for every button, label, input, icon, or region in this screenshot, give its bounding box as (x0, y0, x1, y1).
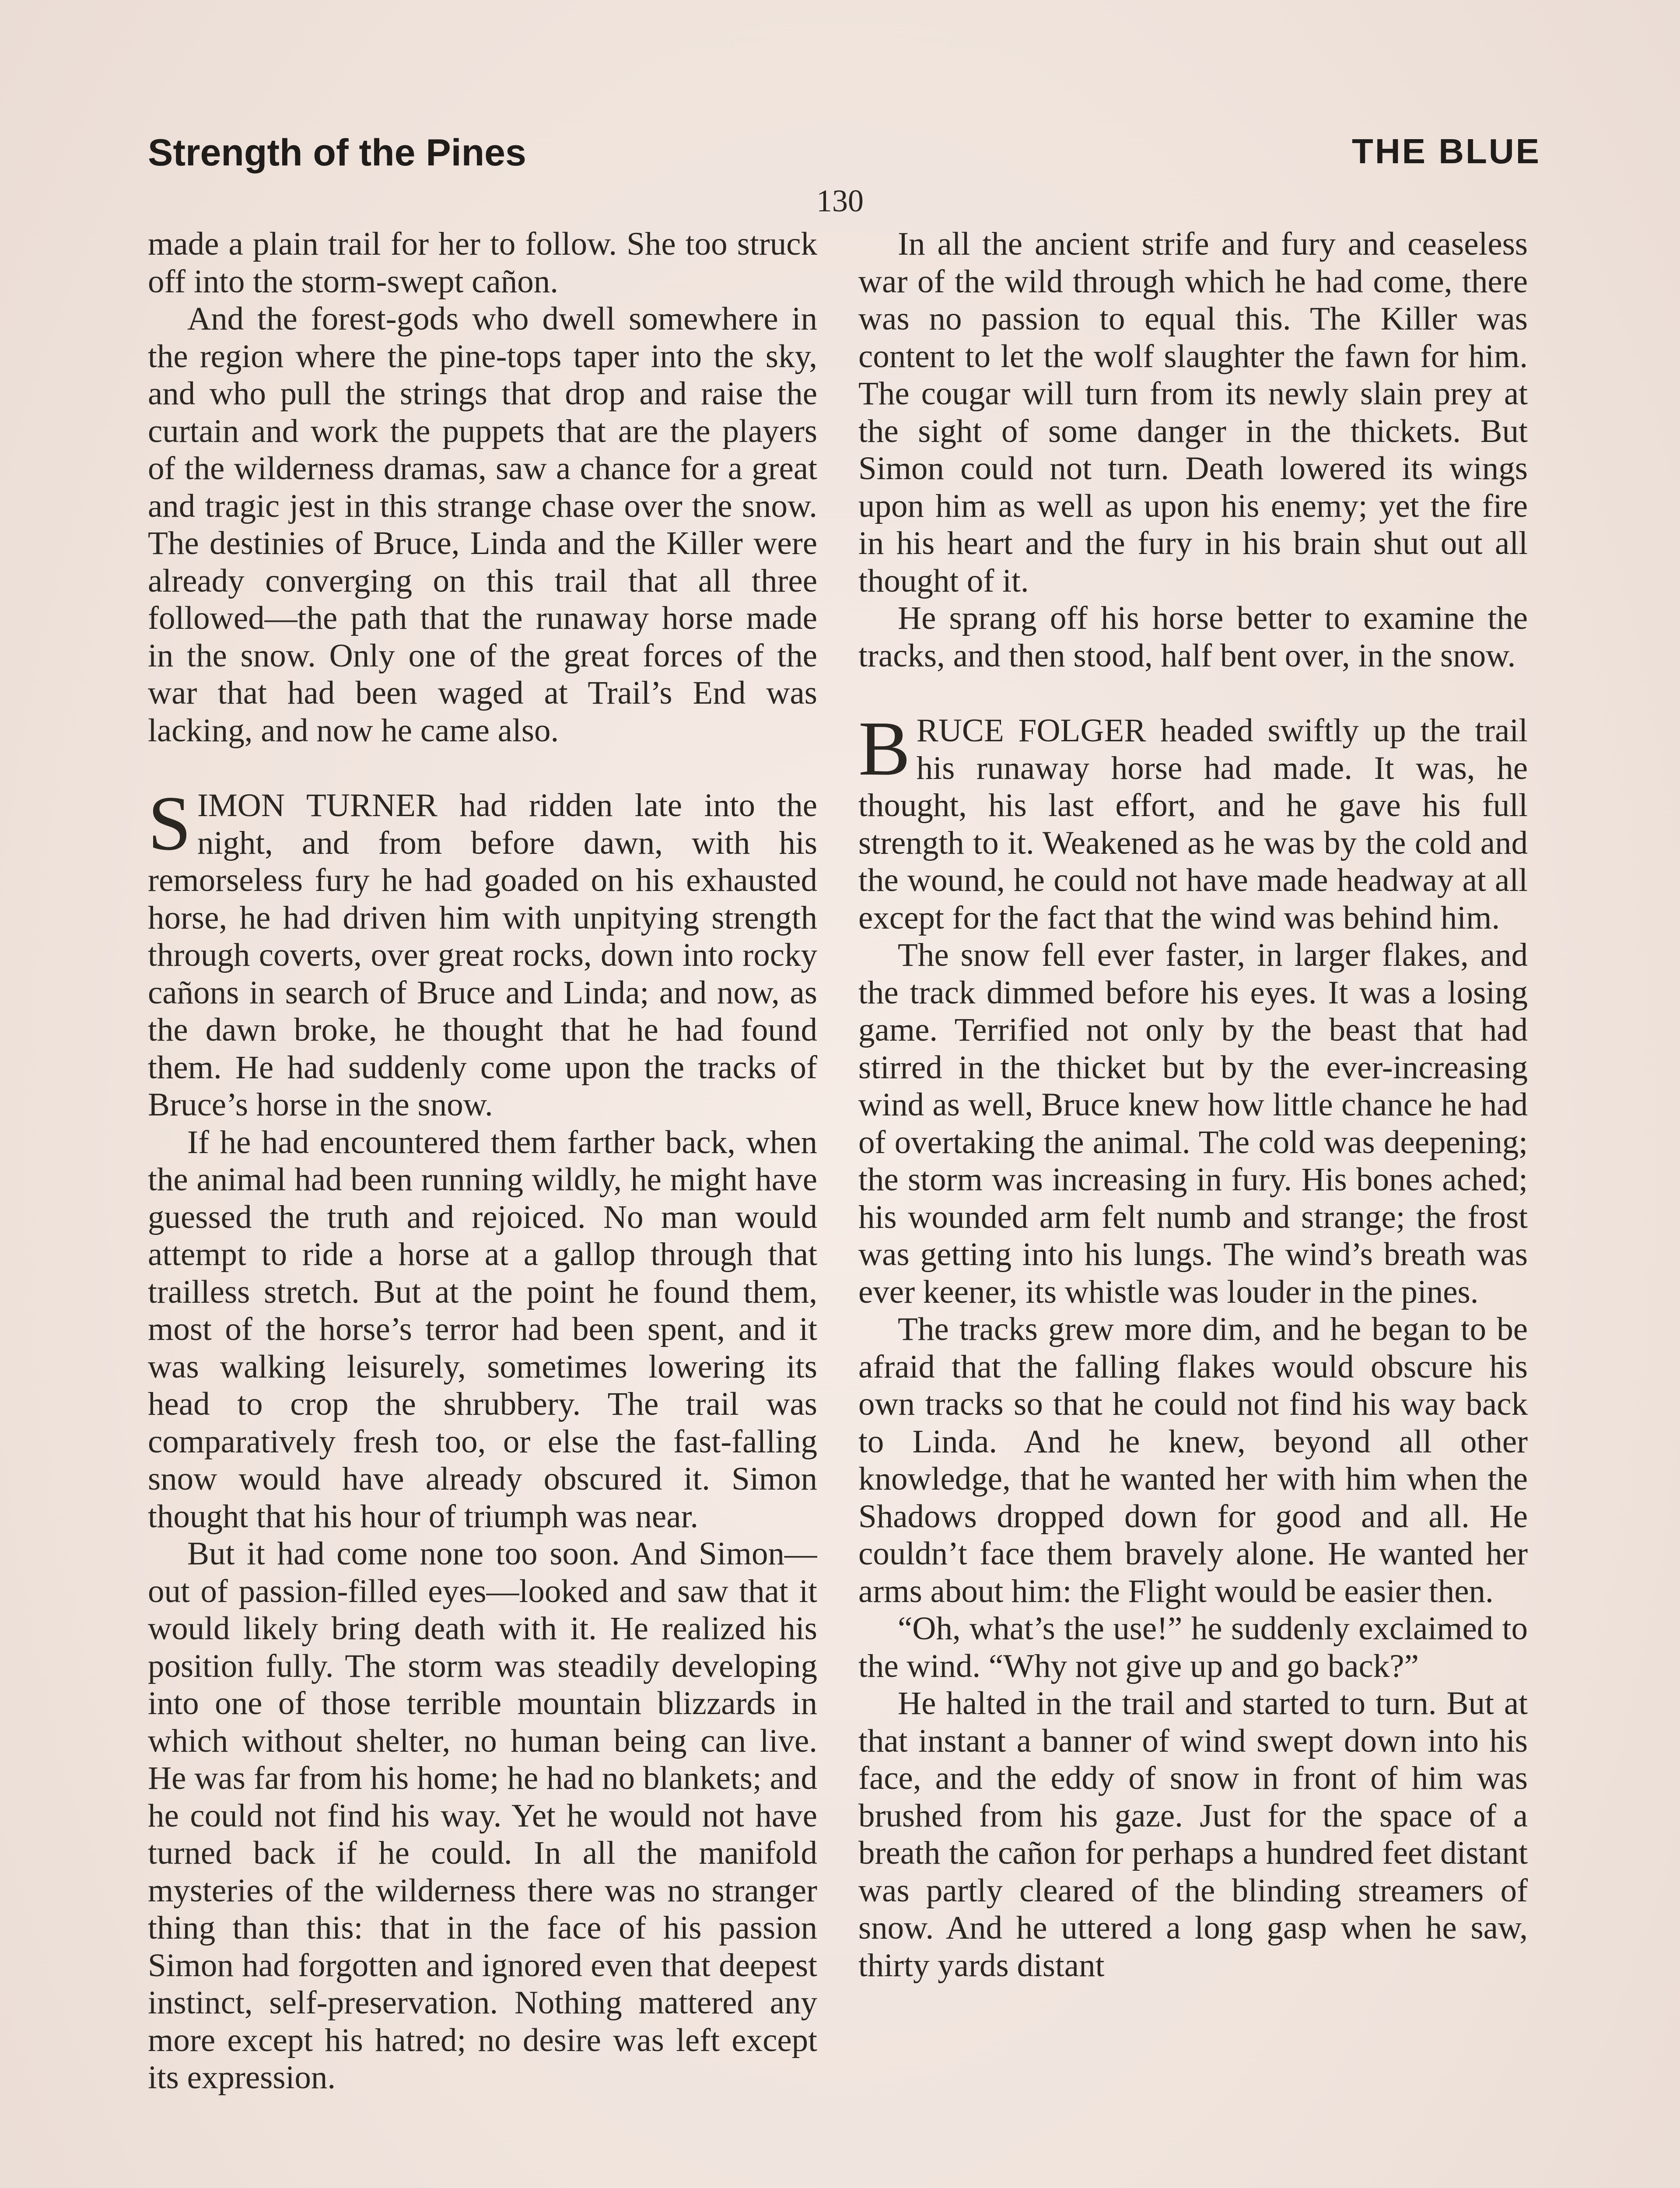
paragraph: If he had encountered them farther back, when the animal had been running wildly, he might have guessed the truth and rejoiced. No man would attempt to ride a horse at a gallop through that trailless stretch. But at the point he found them, most of the horse’s terror had been spent, and it was walking leisurely, sometimes lowering its head to crop the shrubbery. The trail was comparatively fresh too, or else the fast-falling snow would have already obscured it. Simon thought that his hour of triumph was near. (148, 1124, 817, 1535)
paragraph: And the forest-gods who dwell somewhere in the region where the pine-tops taper into the sky, and who pull the strings that drop and raise the curtain and work the puppets that are the players of the wilderness dramas, saw a chance for a great and tragic jest in this strange chase over the snow. The destinies of Bruce, Linda and the Killer were already converging on this trail that all three followed—the path that the runaway horse made in the snow. Only one of the great forces of the war that had been waged at Trail’s End was lacking, and now he came also. (148, 301, 817, 749)
paragraph-section-start (858, 705, 1528, 936)
paragraph: The snow fell ever faster, in larger flakes, and the track dimmed before his eyes. It was a losing game. Terrified not only by the beast that had stirred in the thicket but by the ever-increasing wind as well, Bruce knew how little chance he had of overtaking the animal. The cold was deepening; the storm was increasing in fury. His bones ached; his wounded arm felt numb and strange; the frost was getting into his lungs. The wind’s breath was ever keener, its whistle was louder in the pines. (858, 937, 1528, 1310)
page-header (148, 131, 1541, 184)
paragraph: “Oh, what’s the use!” he suddenly exclaimed to the wind. “Why not give up and go back?” (858, 1610, 1528, 1684)
drop-cap: B (858, 705, 910, 792)
paragraph-text: IMON TURNER had ridden late into the night, and from before dawn, with his remorseless fury he had goaded on his exhausted horse, he had driven him with unpitying strength through coverts, over great rocks, down into rocky cañons in search of Bruce and Linda; and now, as the dawn broke, he thought that he had found them. He had suddenly come upon the tracks of Bruce’s horse in the snow. (148, 787, 817, 1123)
paragraph: He halted in the trail and started to turn. But at that instant a banner of wind swept down into his face, and the eddy of snow in front of him was brushed from his gaze. Just for the space of a breath the cañon for perhaps a hundred feet distant was partly cleared of the blinding streamers of snow. And he uttered a long gasp when he saw, thirty yards distant (858, 1685, 1528, 1984)
drop-cap: S (148, 780, 191, 866)
paragraph-text: RUCE FOLGER headed swiftly up the trail his runaway horse had made. It was, he thought, his last effort, and he gave his full strength to it. Weakened as he was by the cold and the wound, he could not have made headway at all except for the fact that the wind was behind him. (858, 712, 1528, 936)
paragraph: He sprang off his horse better to examine the tracks, and then stood, half bent over, in the snow. (858, 600, 1528, 674)
story-title: Strength of the Pines (148, 132, 526, 174)
right-column (858, 225, 1528, 2188)
paragraph: But it had come none too soon. And Simon—out of passion-filled eyes—looked and saw that it would likely bring death with it. He realized his position fully. The storm was steadily developing into one of those terrible mountain blizzards in which without shelter, no human being can live. He was far from his home; he had no blankets; and he could not find his way. Yet he would not have turned back if he could. In all the manifold mysteries of the wilderness there was no stranger thing than this: that in the face of his passion Simon had forgotten and ignored even that deepest instinct, self-preservation. Nothing mattered any more except his hatred; no desire was left except its expression. (148, 1536, 817, 2096)
paragraph: The tracks grew more dim, and he began to be afraid that the falling flakes would obscure his own tracks so that he could not find his way back to Linda. And he knew, beyond all other knowledge, that he wanted her with him when the Shadows dropped down for good and all. He couldn’t face them bravely alone. He wanted her arms about him: the Flight would be easier then. (858, 1311, 1528, 1609)
left-column (148, 225, 817, 2188)
paragraph: In all the ancient strife and fury and ceaseless war of the wild through which he had come, there was no passion to equal this. The Killer was content to let the wolf slaughter the fawn for him. The cougar will turn from its newly slain prey at the sight of some danger in the thickets. But Simon could not turn. Death lowered its wings upon him as well as upon his enemy; yet the fire in his heart and the fury in his brain shut out all thought of it. (858, 226, 1528, 599)
magazine-title: THE BLUE (1352, 132, 1541, 171)
page-number: 130 (816, 183, 864, 218)
paragraph: made a plain trail for her to follow. She too struck off into the storm-swept cañon. (148, 226, 817, 300)
paragraph-section-start (148, 780, 817, 1124)
